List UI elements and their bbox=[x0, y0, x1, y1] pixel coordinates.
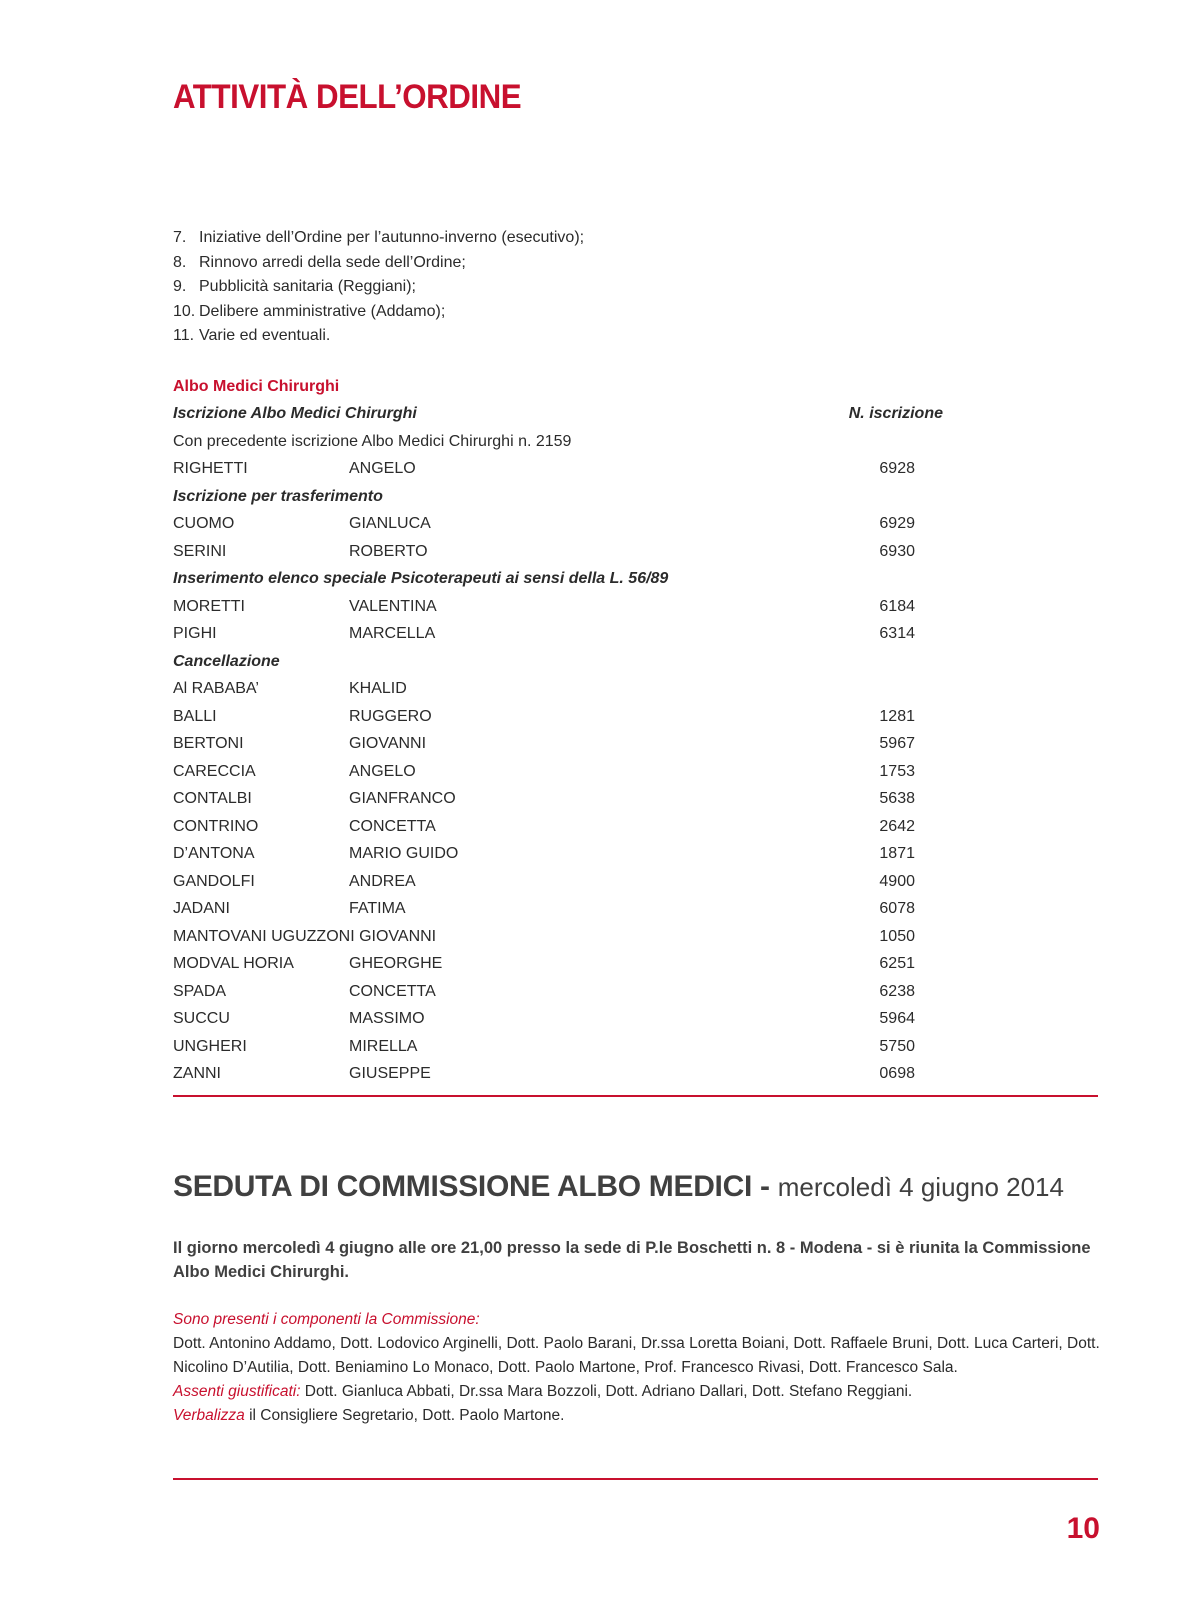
list-item bbox=[173, 226, 584, 251]
surname: MANTOVANI UGUZZONI GIOVANNI bbox=[173, 927, 437, 945]
table-row bbox=[173, 813, 943, 841]
subheading-row bbox=[173, 483, 943, 511]
members-block bbox=[173, 1308, 1103, 1428]
verbalizza-line bbox=[173, 1404, 1103, 1428]
seduta-title bbox=[173, 1170, 1064, 1204]
list-item bbox=[173, 275, 584, 300]
registration-number: 6238 bbox=[879, 982, 915, 1000]
surname: SUCCU bbox=[173, 1010, 230, 1027]
surname: PIGHI bbox=[173, 625, 217, 642]
assenti-line bbox=[173, 1380, 1103, 1404]
surname: CONTRINO bbox=[173, 817, 259, 835]
note-row bbox=[173, 428, 943, 456]
surname: MORETTI bbox=[173, 597, 245, 615]
table-row bbox=[173, 675, 943, 703]
item-text: Iniziative dell’Ordine per l’autunno-inverno (esecutivo); bbox=[199, 229, 585, 246]
item-number: 9. bbox=[173, 278, 187, 295]
item-number: 11. bbox=[173, 327, 195, 344]
first-name: GHEORGHE bbox=[349, 955, 443, 972]
subheading: Iscrizione per trasferimento bbox=[173, 487, 383, 505]
surname: JADANI bbox=[173, 900, 230, 917]
surname: SERINI bbox=[173, 542, 227, 560]
table-row bbox=[173, 923, 943, 951]
subheading: Cancellazione bbox=[173, 652, 280, 670]
page-number: 10 bbox=[1066, 1512, 1100, 1545]
table-row bbox=[173, 785, 943, 813]
seduta-date: mercoledì 4 giugno 2014 bbox=[777, 1172, 1064, 1202]
surname: D’ANTONA bbox=[173, 845, 255, 862]
first-name: MARCELLA bbox=[349, 625, 436, 642]
subheading-row bbox=[173, 400, 943, 428]
registration-number: 6251 bbox=[879, 955, 915, 972]
first-name: ANGELO bbox=[349, 762, 416, 780]
table-row bbox=[173, 1005, 943, 1033]
table-row bbox=[173, 593, 943, 621]
list-item bbox=[173, 251, 584, 276]
first-name: MIRELLA bbox=[349, 1037, 418, 1055]
table-row bbox=[173, 895, 943, 923]
registration-number: 6078 bbox=[879, 900, 915, 917]
presenti-list: Dott. Antonino Addamo, Dott. Lodovico Arginelli, Dott. Paolo Barani, Dr.ssa Loretta Boiani, Dott. Raffaele Bruni, Dott. Luca Carteri, Dott. Nicolino D’Autilia, Dott. Beniamino Lo Monaco, Dott. Paolo Martone, Prof. Francesco Rivasi, Dott. Francesco Sala. bbox=[173, 1335, 1100, 1376]
registration-number: 2642 bbox=[879, 817, 915, 835]
first-name: MARIO GUIDO bbox=[349, 845, 459, 862]
agenda-list bbox=[173, 226, 584, 349]
table-row bbox=[173, 840, 943, 868]
albo-section bbox=[173, 374, 943, 1088]
table-row bbox=[173, 978, 943, 1006]
surname: CARECCIA bbox=[173, 762, 256, 780]
table-row bbox=[173, 455, 943, 483]
item-text: Delibere amministrative (Addamo); bbox=[199, 302, 446, 320]
surname: BALLI bbox=[173, 707, 217, 725]
registration-number: 5967 bbox=[879, 735, 915, 752]
registration-number: 6930 bbox=[879, 542, 915, 560]
registration-number: 4900 bbox=[879, 872, 915, 890]
verbalizza-label: Verbalizza bbox=[173, 1407, 245, 1424]
first-name: ROBERTO bbox=[349, 542, 428, 560]
surname: SPADA bbox=[173, 982, 227, 1000]
item-text: Rinnovo arredi della sede dell’Ordine; bbox=[199, 253, 466, 271]
item-text: Varie ed eventuali. bbox=[199, 327, 331, 344]
assenti-label: Assenti giustificati: bbox=[173, 1383, 301, 1400]
surname: RIGHETTI bbox=[173, 460, 248, 477]
surname: Al RABABA’ bbox=[173, 680, 259, 697]
registration-number: 1753 bbox=[879, 762, 915, 780]
table-row bbox=[173, 538, 943, 566]
table-row bbox=[173, 758, 943, 786]
title-separator: - bbox=[752, 1170, 778, 1203]
subheading-row bbox=[173, 565, 943, 593]
registration-number: 0698 bbox=[879, 1065, 915, 1082]
first-name: KHALID bbox=[349, 680, 407, 697]
first-name: VALENTINA bbox=[349, 597, 437, 615]
cancellazione-list bbox=[173, 675, 943, 1088]
seduta-intro: Il giorno mercoledì 4 giugno alle ore 21,00 presso la sede di P.le Boschetti n. 8 - Modena - si è riunita la Commissione Albo Medici Chirurghi. bbox=[173, 1239, 1091, 1281]
presenti-label: Sono presenti i componenti la Commissione: bbox=[173, 1311, 480, 1328]
first-name: GIOVANNI bbox=[349, 735, 427, 752]
trasferimento-list bbox=[173, 510, 943, 565]
table-row bbox=[173, 868, 943, 896]
footer-divider bbox=[173, 1478, 1098, 1480]
registration-number: 5638 bbox=[879, 790, 915, 807]
first-name: CONCETTA bbox=[349, 817, 436, 835]
table-row bbox=[173, 1033, 943, 1061]
table-row bbox=[173, 703, 943, 731]
registration-number: 6928 bbox=[879, 460, 915, 477]
psico-list bbox=[173, 593, 943, 648]
surname: ZANNI bbox=[173, 1065, 221, 1082]
table-row bbox=[173, 950, 943, 978]
table-row bbox=[173, 510, 943, 538]
item-text: Pubblicità sanitaria (Reggiani); bbox=[199, 278, 416, 295]
surname: MODVAL HORIA bbox=[173, 955, 294, 972]
first-name: GIUSEPPE bbox=[349, 1065, 431, 1082]
first-name: RUGGERO bbox=[349, 707, 432, 725]
registration-number: 1871 bbox=[879, 845, 915, 862]
first-name: MASSIMO bbox=[349, 1010, 425, 1027]
registration-number: 6184 bbox=[879, 597, 915, 615]
list-item bbox=[173, 300, 584, 325]
subheading: Iscrizione Albo Medici Chirurghi bbox=[173, 405, 417, 422]
first-name: FATIMA bbox=[349, 900, 406, 917]
list-item bbox=[173, 324, 584, 349]
table-row bbox=[173, 620, 943, 648]
registration-number: 5964 bbox=[879, 1010, 915, 1027]
first-name: GIANFRANCO bbox=[349, 790, 456, 807]
registration-number: 1050 bbox=[879, 927, 915, 945]
surname: GANDOLFI bbox=[173, 872, 255, 890]
surname: BERTONI bbox=[173, 735, 244, 752]
subheading-row bbox=[173, 648, 943, 676]
seduta-title-bold: SEDUTA DI COMMISSIONE ALBO MEDICI bbox=[173, 1170, 752, 1203]
subheading: Inserimento elenco speciale Psicoterapeuti ai sensi della L. 56/89 bbox=[173, 570, 669, 587]
section-divider bbox=[173, 1095, 1098, 1097]
first-name: CONCETTA bbox=[349, 982, 436, 1000]
first-name: GIANLUCA bbox=[349, 515, 431, 532]
registration-number: 5750 bbox=[879, 1037, 915, 1055]
surname: CUOMO bbox=[173, 515, 235, 532]
registration-number: 6929 bbox=[879, 515, 915, 532]
assenti-list: Dott. Gianluca Abbati, Dr.ssa Mara Bozzoli, Dott. Adriano Dallari, Dott. Stefano Reggiani. bbox=[300, 1383, 913, 1400]
item-number: 8. bbox=[173, 253, 187, 271]
page-title: ATTIVITÀ DELL’ORDINE bbox=[173, 78, 522, 116]
item-number: 10. bbox=[173, 302, 196, 320]
registration-number: 1281 bbox=[879, 707, 915, 725]
table-row bbox=[173, 730, 943, 758]
surname: UNGHERI bbox=[173, 1037, 247, 1055]
section-heading: Albo Medici Chirurghi bbox=[173, 378, 340, 395]
first-name: ANGELO bbox=[349, 460, 416, 477]
first-name: ANDREA bbox=[349, 872, 416, 890]
table-row bbox=[173, 1060, 943, 1088]
surname: CONTALBI bbox=[173, 790, 252, 807]
column-header: N. iscrizione bbox=[848, 405, 943, 422]
prev-note: Con precedente iscrizione Albo Medici Chirurghi n. 2159 bbox=[173, 432, 572, 450]
item-number: 7. bbox=[173, 229, 187, 246]
verbalizza-text: il Consigliere Segretario, Dott. Paolo Martone. bbox=[244, 1407, 565, 1424]
registration-number: 6314 bbox=[879, 625, 915, 642]
